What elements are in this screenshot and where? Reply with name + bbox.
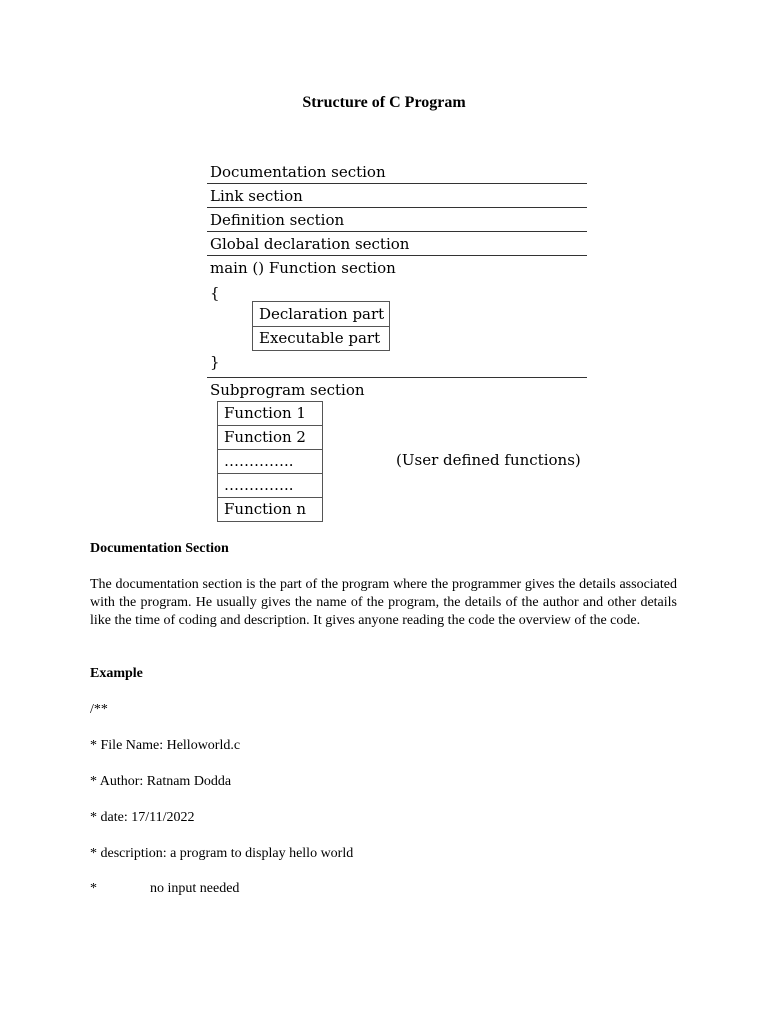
- diagram-subprogram-section: Subprogram section: [210, 381, 365, 399]
- page-title: Structure of C Program: [302, 94, 466, 111]
- diagram-definition-section: Definition section: [210, 211, 345, 229]
- input-line-star: *: [90, 881, 97, 896]
- description-line: * description: a program to display hello world: [90, 846, 354, 861]
- function-n-cell: Function n: [224, 500, 307, 518]
- input-line: [90, 881, 239, 897]
- documentation-paragraph: The documentation section is the part of the program where the programmer gives the details associated with the program. He usually gives the name of the program, the details of the author and other details like the time of coding and description. It gives anyone reading the code the overview of the code.: [90, 577, 677, 628]
- diagram-global-declaration-section: Global declaration section: [210, 235, 410, 253]
- divider: [207, 207, 587, 208]
- ellipsis-cell: …………..: [218, 450, 322, 474]
- divider: [207, 255, 587, 256]
- diagram-main-function-section: main () Function section: [210, 259, 396, 277]
- diagram-open-brace: {: [210, 284, 220, 302]
- file-name-line: * File Name: Helloworld.c: [90, 738, 241, 753]
- divider: [207, 231, 587, 232]
- functions-box: [217, 401, 323, 522]
- c-program-structure-diagram: [180, 160, 592, 528]
- input-line-text: no input needed: [150, 881, 240, 896]
- function-1-cell: Function 1: [218, 402, 322, 426]
- declaration-part-cell: Declaration part: [253, 302, 389, 327]
- executable-part-cell: Executable part: [259, 329, 381, 347]
- main-parts-box: [252, 301, 390, 351]
- comment-open-line: /**: [90, 702, 108, 717]
- ellipsis-cell: …………..: [218, 474, 322, 498]
- date-line: * date: 17/11/2022: [90, 810, 195, 825]
- diagram-close-brace: }: [210, 353, 220, 371]
- diagram-documentation-section: Documentation section: [210, 163, 386, 181]
- user-defined-functions-note: (User defined functions): [396, 451, 581, 469]
- divider: [207, 377, 587, 378]
- function-2-cell: Function 2: [218, 426, 322, 450]
- divider: [207, 183, 587, 184]
- documentation-section-heading: Documentation Section: [90, 541, 229, 556]
- author-line: * Author: Ratnam Dodda: [90, 774, 232, 789]
- example-heading: Example: [90, 666, 143, 681]
- diagram-link-section: Link section: [210, 187, 303, 205]
